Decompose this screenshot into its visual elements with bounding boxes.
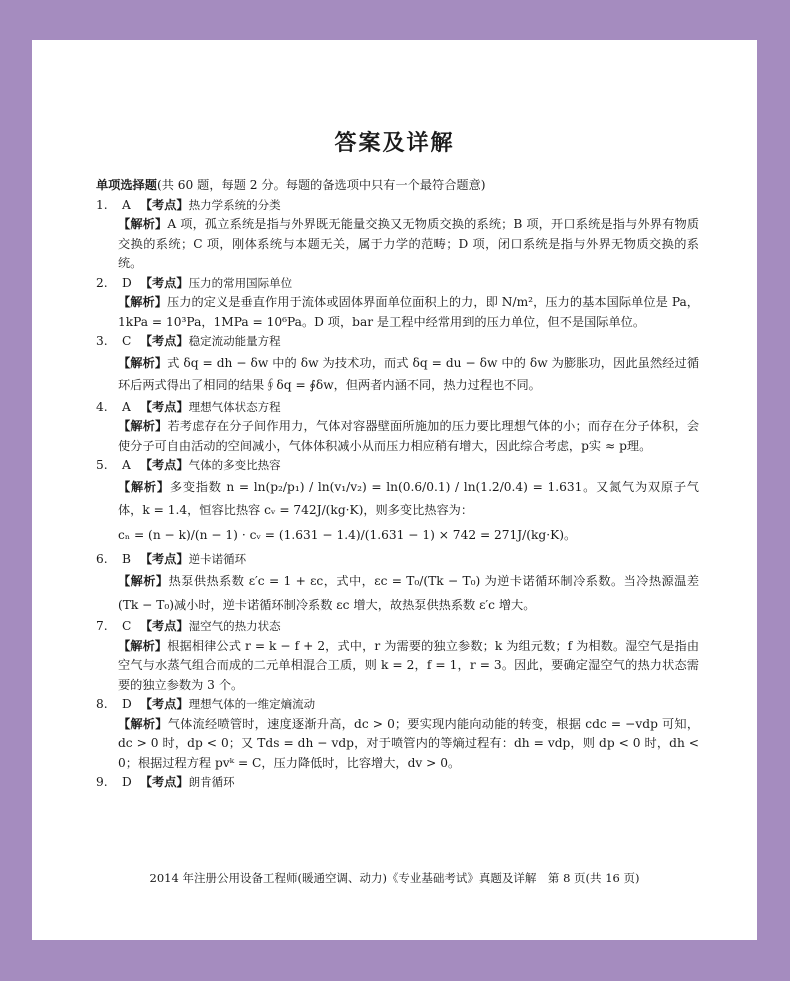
explanation-text: 式 δq = dh − δw 中的 δw 为技术功，而式 δq = du − δw 中的 δw 为膨胀功，因此虽然经过循环后两式得出了相同的结果∮δq = ∮δw，但两者内涵不同，热力过程也不同。 (118, 355, 700, 392)
question-item (96, 398, 699, 457)
document-page (32, 40, 757, 940)
kaodian-label: 【考点】 (139, 197, 189, 212)
question-number: 2. (96, 275, 108, 290)
jiexi-label: 【解析】 (118, 638, 168, 653)
page-footer: 2014 年注册公用设备工程师(暖通空调、动力)《专业基础考试》真题及详解 第 8 页(共 16 页) (149, 871, 640, 885)
question-item (96, 332, 699, 396)
jiexi-label: 【解析】 (118, 479, 170, 494)
kaodian-label: 【考点】 (139, 697, 189, 711)
question-number: 5. (96, 458, 108, 472)
question-topic: 理想气体状态方程 (188, 399, 281, 414)
question-item (96, 550, 699, 618)
question-topic: 稳定流动能量方程 (188, 334, 281, 348)
page-title: 答案及详解 (334, 130, 455, 156)
kaodian-label: 【考点】 (139, 275, 189, 290)
question-answer: D (122, 697, 132, 711)
question-item (96, 456, 699, 548)
explanation-text: 根据相律公式 r = k − f + 2，式中，r 为需要的独立参数；k 为组元数；f 为相数。湿空气是指由空气与水蒸气组合而成的二元单相混合工质，则 k = 2，f = 1，r = 3。因此，要确定湿空气的热力状态需要的独立参数为 3 个。 (118, 638, 700, 692)
question-item (96, 695, 699, 773)
question-number: 9. (96, 775, 108, 789)
question-number: 6. (96, 551, 108, 566)
question-number: 4. (96, 399, 108, 414)
answer-content (96, 176, 699, 793)
kaodian-label: 【考点】 (139, 334, 189, 348)
formula-line: cₙ = (n − k)/(n − 1) · cᵥ = (1.631 − 1.4)/(1.631 − 1) × 742 = 271J/(kg·K)。 (118, 527, 577, 542)
question-answer: C (122, 334, 132, 348)
jiexi-label: 【解析】 (118, 217, 168, 231)
question-answer: C (122, 619, 132, 633)
question-number: 3. (96, 334, 108, 348)
explanation-text: 压力的定义是垂直作用于流体或固体界面单位面积上的力，即 N/m²，压力的基本国际单位是 Pa，1kPa = 10³Pa，1MPa = 10⁶Pa。D 项，bar 是工程中经常用到的压力单位，但不是国际单位。 (118, 295, 699, 329)
jiexi-label: 【解析】 (118, 355, 168, 370)
question-number: 8. (96, 697, 108, 711)
section-intro (96, 176, 699, 196)
question-answer: A (122, 458, 131, 472)
question-item (96, 274, 699, 333)
section-type: 单项选择题 (96, 178, 157, 192)
question-topic: 逆卡诺循环 (188, 551, 247, 566)
explanation-text: A 项，孤立系统是指与外界既无能量交换又无物质交换的系统；B 项，开口系统是指与外界有物质交换的系统；C 项，刚体系统与本题无关，属于力学的范畴；D 项，闭口系统是指与外界无物质交换的系统。 (118, 217, 700, 270)
question-answer: B (122, 551, 131, 566)
kaodian-label: 【考点】 (139, 399, 189, 414)
jiexi-label: 【解析】 (118, 419, 168, 433)
question-topic: 理想气体的一维定熵流动 (188, 697, 316, 711)
kaodian-label: 【考点】 (139, 775, 189, 789)
question-item (96, 196, 699, 274)
explanation-text: 若考虑存在分子间作用力，气体对容器壁面所施加的压力要比理想气体的小；而存在分子体积，会使分子可自由活动的空间减小，气体体积减小从而压力相应稍有增大，因此综合考虑，p实 ≈ p理。 (118, 419, 700, 453)
question-answer: A (122, 399, 131, 414)
question-answer: D (122, 275, 132, 290)
jiexi-label: 【解析】 (118, 574, 169, 588)
jiexi-label: 【解析】 (118, 716, 168, 731)
kaodian-label: 【考点】 (139, 458, 189, 472)
question-topic: 气体的多变比热容 (188, 458, 281, 472)
jiexi-label: 【解析】 (118, 295, 168, 309)
question-topic: 压力的常用国际单位 (188, 275, 293, 290)
question-item (96, 773, 699, 793)
kaodian-label: 【考点】 (139, 551, 189, 566)
question-topic: 湿空气的热力状态 (188, 619, 281, 633)
section-desc: (共 60 题，每题 2 分。每题的备选项中只有一个最符合题意) (156, 178, 486, 192)
explanation-text: 多变指数 n = ln(p₂/p₁) / ln(v₁/v₂) = ln(0.6/0.1) / ln(1.2/0.4) = 1.631。又氮气为双原子气体，k = 1.4，恒容比热容 cᵥ = 742J/(kg·K)，则多变比热容为： (118, 479, 699, 517)
question-item (96, 617, 699, 695)
kaodian-label: 【考点】 (139, 619, 189, 633)
explanation-text: 热泵供热系数 ε′c = 1 + εc，式中，εc = T₀/(Tk − T₀) 为逆卡诺循环制冷系数。当冷热源温差(Tk − T₀)减小时，逆卡诺循环制冷系数 εc 增大，故热泵供热系数 ε′c 增大。 (118, 574, 700, 612)
question-topic: 朗肯循环 (188, 775, 235, 789)
question-answer: A (122, 197, 131, 212)
explanation-text: 气体流经喷管时，速度逐渐升高，dc > 0；要实现内能向动能的转变，根据 cdc = −vdp 可知，dc > 0 时，dp < 0；又 Tds = dh − vdp，对于喷管内的等熵过程有：dh = vdp，则 dp < 0 时，dh < 0；根据过程方程 pvᵏ = C，压力降低时，比容增大，dv > 0。 (118, 716, 700, 770)
question-number: 1. (96, 197, 108, 212)
question-answer: D (122, 775, 132, 789)
question-number: 7. (96, 619, 108, 633)
question-topic: 热力学系统的分类 (188, 197, 281, 212)
